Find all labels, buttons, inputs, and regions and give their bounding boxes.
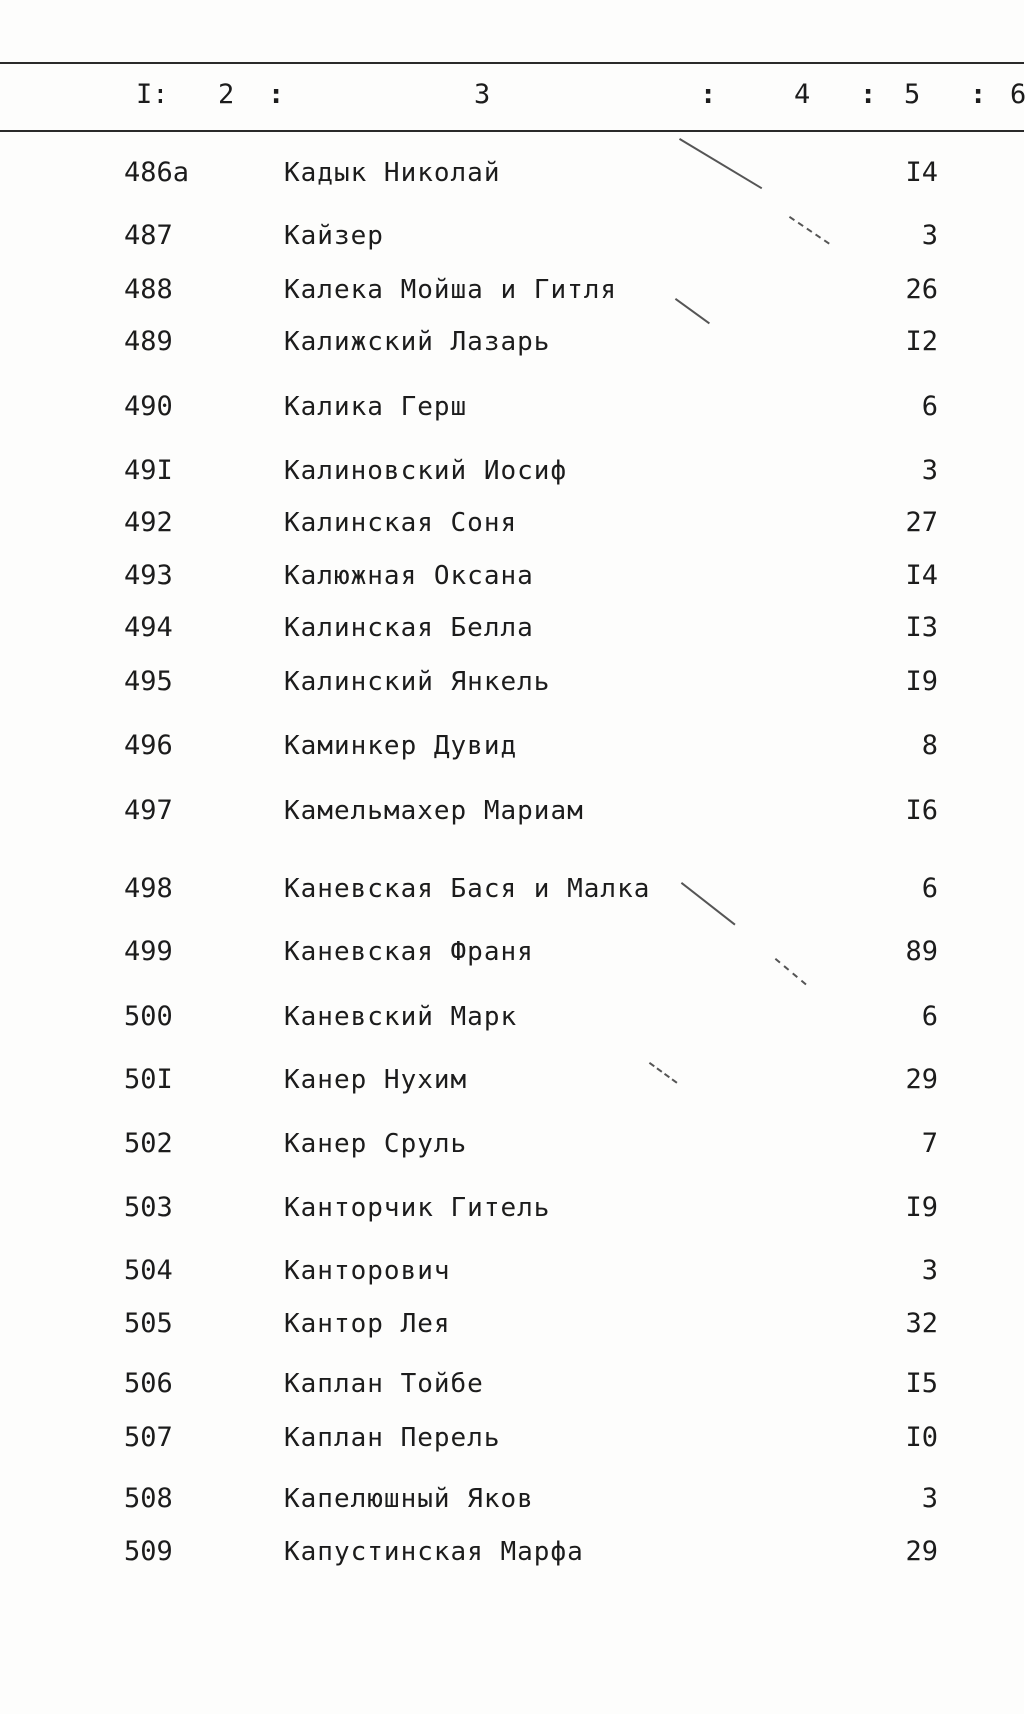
row-quantity: I3	[905, 612, 938, 643]
row-quantity: I4	[905, 560, 938, 591]
row-name: Каневская Франя	[284, 937, 534, 967]
row-number: 508	[124, 1483, 173, 1514]
row-number: 505	[124, 1308, 173, 1339]
row-quantity: 29	[905, 1536, 938, 1567]
row-quantity: 3	[921, 1483, 938, 1514]
row-name: Калека Мойша и Гитля	[284, 275, 618, 305]
table-row	[0, 155, 1024, 195]
table-row	[0, 1190, 1024, 1230]
table-row	[0, 793, 1024, 833]
row-number: 486а	[124, 157, 190, 188]
row-quantity: 89	[905, 936, 938, 967]
row-name: Канторович	[284, 1256, 451, 1286]
row-name: Калиновский Иосиф	[284, 456, 568, 486]
column-header-5: 5	[904, 79, 921, 110]
row-name: Канер Сруль	[284, 1129, 468, 1159]
table-row	[0, 218, 1024, 258]
row-name: Каневская Бася и Малка	[284, 874, 651, 904]
row-number: 497	[124, 795, 173, 826]
table-row	[0, 728, 1024, 768]
row-name: Калижский Лазарь	[284, 327, 551, 357]
table-row	[0, 1253, 1024, 1293]
row-name: Каплан Перель	[284, 1423, 501, 1453]
row-quantity: I9	[905, 1192, 938, 1223]
table-row	[0, 871, 1024, 911]
row-number: 492	[124, 507, 173, 538]
row-number: 503	[124, 1192, 173, 1223]
table-row	[0, 505, 1024, 545]
row-number: 498	[124, 873, 173, 904]
table-row	[0, 664, 1024, 704]
row-quantity: 8	[921, 730, 938, 761]
column-separator: :	[268, 79, 285, 110]
row-quantity: 6	[921, 873, 938, 904]
column-separator: :	[860, 79, 877, 110]
row-number: 494	[124, 612, 173, 643]
column-separator: :	[700, 79, 717, 110]
row-name: Канторчик Гитель	[284, 1193, 551, 1223]
row-quantity: 3	[921, 220, 938, 251]
row-number: 489	[124, 326, 173, 357]
row-quantity: I6	[905, 795, 938, 826]
row-quantity: I9	[905, 666, 938, 697]
row-name: Канер Нухим	[284, 1065, 468, 1095]
row-name: Кайзер	[284, 221, 384, 251]
table-row	[0, 1420, 1024, 1460]
row-quantity: I2	[905, 326, 938, 357]
row-quantity: 29	[905, 1064, 938, 1095]
table-row	[0, 558, 1024, 598]
row-number: 502	[124, 1128, 173, 1159]
row-quantity: 7	[921, 1128, 938, 1159]
table-row	[0, 1062, 1024, 1102]
row-number: 499	[124, 936, 173, 967]
row-number: 493	[124, 560, 173, 591]
table-row	[0, 934, 1024, 974]
row-quantity: 27	[905, 507, 938, 538]
row-quantity: 6	[921, 1001, 938, 1032]
column-header-2: 2	[218, 79, 235, 110]
row-quantity: 3	[921, 455, 938, 486]
row-name: Калюжная Оксана	[284, 561, 534, 591]
column-header-1: I:	[136, 79, 169, 110]
row-number: 490	[124, 391, 173, 422]
row-number: 504	[124, 1255, 173, 1286]
row-name: Калинская Белла	[284, 613, 534, 643]
row-quantity: 6	[921, 391, 938, 422]
row-name: Калика Герш	[284, 392, 468, 422]
column-header-6: 6	[1010, 79, 1026, 110]
row-number: 507	[124, 1422, 173, 1453]
row-quantity: 26	[905, 274, 938, 305]
row-number: 495	[124, 666, 173, 697]
row-quantity: I5	[905, 1368, 938, 1399]
header-bottom-rule	[0, 130, 1024, 132]
row-number: 487	[124, 220, 173, 251]
column-separator: :	[970, 79, 987, 110]
row-name: Каневский Марк	[284, 1002, 518, 1032]
row-number: 500	[124, 1001, 173, 1032]
row-name: Кадык Николай	[284, 158, 501, 188]
table-row	[0, 1126, 1024, 1166]
row-number: 509	[124, 1536, 173, 1567]
row-quantity: I4	[905, 157, 938, 188]
row-number: 496	[124, 730, 173, 761]
row-name: Камельмахер Мариам	[284, 796, 584, 826]
table-row	[0, 1481, 1024, 1521]
header-top-rule	[0, 62, 1024, 64]
table-row	[0, 324, 1024, 364]
row-number: 49I	[124, 455, 173, 486]
row-number: 50I	[124, 1064, 173, 1095]
row-name: Каплан Тойбе	[284, 1369, 484, 1399]
row-quantity: 3	[921, 1255, 938, 1286]
table-row	[0, 389, 1024, 429]
row-number: 488	[124, 274, 173, 305]
table-row	[0, 1306, 1024, 1346]
row-name: Капелюшный Яков	[284, 1484, 534, 1514]
row-name: Капустинская Марфа	[284, 1537, 584, 1567]
row-quantity: I0	[905, 1422, 938, 1453]
table-row	[0, 453, 1024, 493]
column-header-3: 3	[474, 79, 491, 110]
table-row	[0, 610, 1024, 650]
table-row	[0, 999, 1024, 1039]
table-row	[0, 1366, 1024, 1406]
table-row	[0, 1534, 1024, 1574]
row-name: Каминкер Дувид	[284, 731, 518, 761]
column-header-4: 4	[794, 79, 811, 110]
row-quantity: 32	[905, 1308, 938, 1339]
row-name: Калинский Янкель	[284, 667, 551, 697]
row-name: Калинская Соня	[284, 508, 518, 538]
table-row	[0, 272, 1024, 312]
row-number: 506	[124, 1368, 173, 1399]
row-name: Кантор Лея	[284, 1309, 451, 1339]
